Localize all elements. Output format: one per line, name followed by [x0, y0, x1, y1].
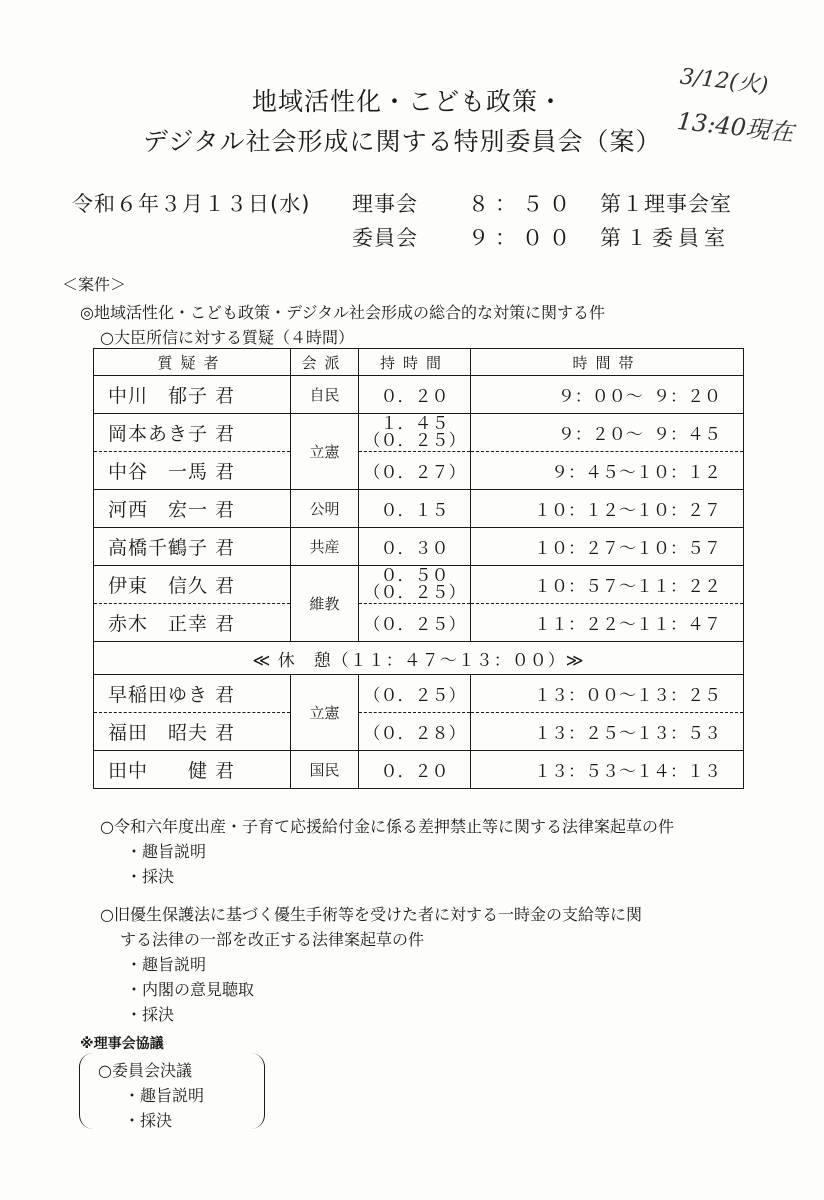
party-name: 立憲	[291, 675, 359, 751]
agenda-item-3-bullet: ・採決	[126, 1005, 175, 1024]
table-row	[94, 376, 744, 414]
board-meeting-time: ８：５０	[468, 192, 576, 216]
allotted-time: ０．３０	[359, 528, 471, 566]
recess-label: ≪ 休 憩（１１：４７～１３：００）≫	[94, 642, 744, 675]
time-slot: １０：２７～１０：５７	[471, 528, 744, 566]
handwritten-date-note: 3/12(火)	[678, 64, 770, 99]
allotted-time-total: １．４５	[380, 413, 449, 434]
time-slot: ９：４５～１０：１２	[471, 452, 744, 490]
table-row	[94, 528, 744, 566]
council-bullet: ・採決	[124, 1111, 173, 1130]
table-row	[94, 452, 744, 490]
questioner-name: 中谷 一馬 君	[94, 452, 291, 490]
table-row	[94, 414, 744, 452]
questioner-name: 赤木 正幸 君	[94, 604, 291, 642]
allotted-time: （０．２５）	[359, 604, 471, 642]
time-slot: １３：００～１３：２５	[471, 675, 744, 713]
questioner-name: 高橋千鶴子 君	[94, 528, 291, 566]
council-bullet: ・趣旨説明	[124, 1086, 205, 1105]
agenda-item-2-bullet: ・採決	[126, 867, 175, 886]
agenda-item-3-bullet: ・趣旨説明	[126, 955, 207, 974]
allotted-time: （０．２８）	[359, 713, 471, 751]
agenda-subitem-questions: ○大臣所信に対する質疑（４時間）	[100, 328, 354, 347]
time-slot: ９：２０～ ９：４５	[471, 414, 744, 452]
document-title-line1: 地域活性化・こども政策・	[252, 87, 565, 116]
council-heading: ※理事会協議	[80, 1036, 164, 1052]
table-row	[94, 675, 744, 713]
questioner-name: 岡本あき子 君	[94, 414, 291, 452]
time-slot: １０：１２～１０：２７	[471, 490, 744, 528]
table-header-row	[94, 349, 744, 376]
party-name: 維教	[291, 566, 359, 642]
board-meeting-label: 理事会	[352, 192, 418, 216]
table-row	[94, 604, 744, 642]
time-slot: ９：００～ ９：２０	[471, 376, 744, 414]
allotted-time-total: ０．５０	[380, 565, 449, 586]
allotted-time	[359, 414, 471, 452]
time-slot: １１：２２～１１：４７	[471, 604, 744, 642]
questioner-name: 福田 昭夫 君	[94, 713, 291, 751]
header-questioner: 質疑者	[94, 349, 291, 376]
questioner-name: 早稲田ゆき 君	[94, 675, 291, 713]
meeting-date: 令和６年３月１３日(水)	[72, 192, 311, 216]
agenda-item-3-line1: ○旧優生保護法に基づく優生手術等を受けた者に対する一時金の支給等に関	[100, 905, 642, 924]
party-name: 自民	[291, 376, 359, 414]
header-allotted-time: 持時間	[359, 349, 471, 376]
allotted-time: ０．１５	[359, 490, 471, 528]
agenda-item-2: ○令和六年度出産・子育て応援給付金に係る差押禁止等に関する法律案起草の件	[100, 817, 674, 836]
time-slot: １３：２５～１３：５３	[471, 713, 744, 751]
allotted-time-share: （０．２５）	[363, 430, 466, 451]
agenda-item-3-line2: する法律の一部を改正する法律案起草の件	[120, 930, 425, 949]
questioner-name: 河西 宏一 君	[94, 490, 291, 528]
council-item: ○委員会決議	[98, 1061, 192, 1080]
committee-meeting-room: 第１委員室	[600, 226, 730, 250]
break-row	[94, 642, 744, 675]
table-row	[94, 751, 744, 789]
allotted-time-share: （０．２５）	[363, 582, 466, 603]
allotted-time: （０．２７）	[359, 452, 471, 490]
handwritten-time-note: 13:40現在	[675, 106, 796, 148]
time-slot: １３：５３～１４：１３	[471, 751, 744, 789]
agenda-heading: ＜案件＞	[62, 275, 127, 294]
party-name: 立憲	[291, 414, 359, 490]
allotted-time	[359, 566, 471, 604]
header-time-slot: 時間帯	[471, 349, 744, 376]
table-row	[94, 713, 744, 751]
table-row	[94, 490, 744, 528]
allotted-time: ０．２０	[359, 751, 471, 789]
agenda-item-1: ◎地域活性化・こども政策・デジタル社会形成の総合的な対策に関する件	[80, 303, 606, 322]
questioner-name: 田中 健 君	[94, 751, 291, 789]
agenda-item-3-bullet: ・内閣の意見聴取	[126, 980, 255, 999]
committee-meeting-time: ９：００	[468, 226, 576, 250]
questioner-name: 中川 郁子 君	[94, 376, 291, 414]
question-schedule-table	[93, 348, 744, 789]
document-title-line2: デジタル社会形成に関する特別委員会（案）	[143, 127, 662, 156]
time-slot: １０：５７～１１：２２	[471, 566, 744, 604]
table-row	[94, 566, 744, 604]
party-name: 公明	[291, 490, 359, 528]
party-name: 国民	[291, 751, 359, 789]
allotted-time: （０．２５）	[359, 675, 471, 713]
header-party: 会派	[291, 349, 359, 376]
agenda-item-2-bullet: ・趣旨説明	[126, 842, 207, 861]
board-meeting-room: 第１理事会室	[600, 192, 732, 216]
committee-meeting-label: 委員会	[352, 226, 418, 250]
allotted-time: ０．２０	[359, 376, 471, 414]
party-name: 共産	[291, 528, 359, 566]
questioner-name: 伊東 信久 君	[94, 566, 291, 604]
